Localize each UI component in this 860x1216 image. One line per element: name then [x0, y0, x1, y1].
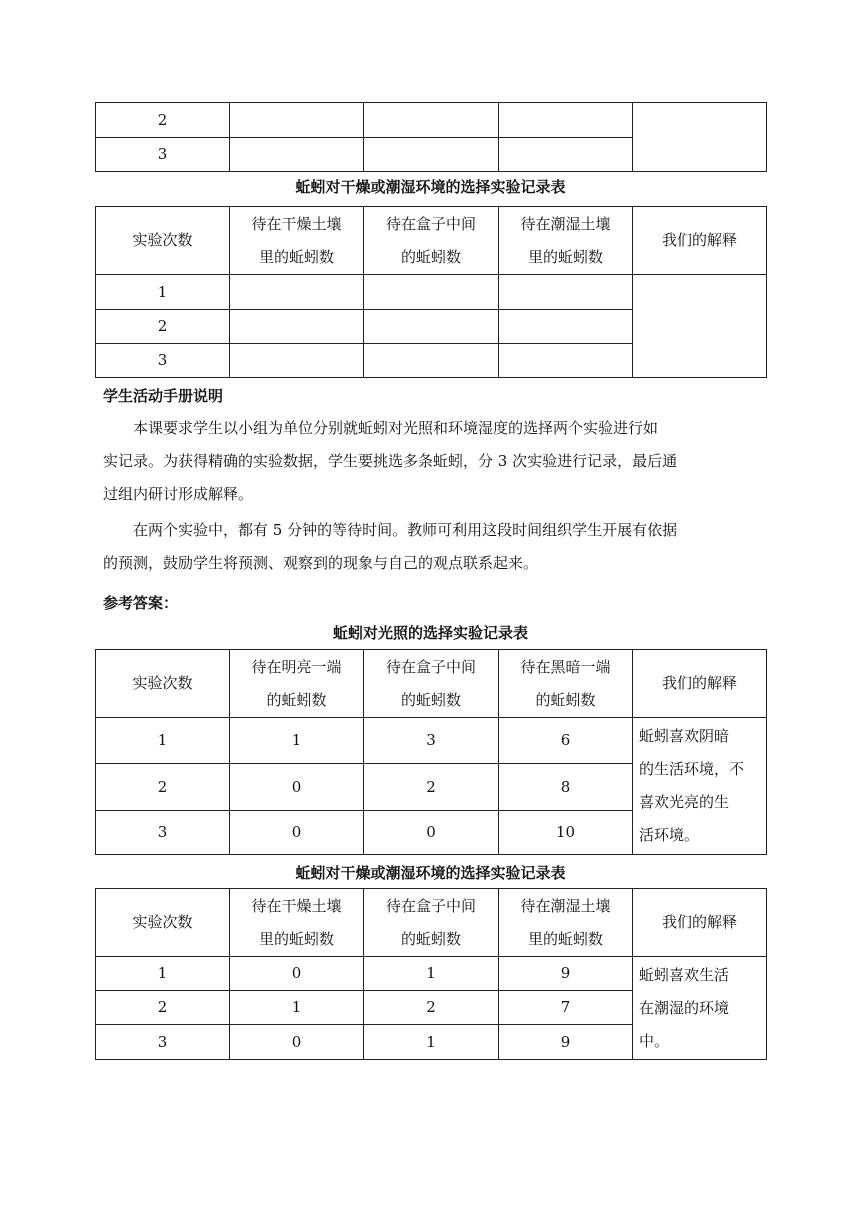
table-cell: 9 [499, 957, 633, 991]
light-table [95, 649, 767, 855]
notes-paragraph-2: 在两个实验中，都有 5 分钟的等待时间。教师可利用这段时间组织学生开展有依据 的预测，鼓励学生将预测、观察到的现象与自己的观点联系起来。 [103, 521, 678, 572]
table-header-row [96, 650, 767, 718]
table-caption: 蚯蚓对光照的选择实验记录表 [332, 624, 528, 642]
table-row [96, 103, 767, 138]
trial-number: 3 [96, 344, 230, 378]
table-cell: 1 [364, 1025, 499, 1060]
blank-moisture-table [95, 206, 767, 378]
table-cell [499, 138, 633, 172]
table-cell: 1 [230, 991, 364, 1025]
table-cell: 0 [230, 957, 364, 991]
trial-number: 1 [96, 275, 230, 310]
table-cell: 7 [499, 991, 633, 1025]
table-cell: 0 [364, 811, 499, 855]
explanation-cell [633, 103, 767, 172]
explanation-cell: 蚯蚓喜欢阴暗 的生活环境，不 喜欢光亮的生 活环境。 [633, 718, 767, 855]
table-cell [230, 138, 364, 172]
table-cell: 8 [499, 764, 633, 811]
trial-number: 3 [96, 1025, 230, 1060]
column-header: 待在明亮一端 的蚯蚓数 [230, 650, 364, 718]
column-header: 待在盒子中间 的蚯蚓数 [364, 650, 499, 718]
trial-number: 2 [96, 310, 230, 344]
table-row [96, 275, 767, 310]
table-cell [230, 103, 364, 138]
table-caption: 蚯蚓对干燥或潮湿环境的选择实验记录表 [295, 864, 566, 882]
table-cell: 0 [230, 764, 364, 811]
column-header: 我们的解释 [633, 889, 767, 957]
trial-number: 2 [96, 991, 230, 1025]
trial-number: 3 [96, 138, 230, 172]
column-header: 待在黑暗一端 的蚯蚓数 [499, 650, 633, 718]
table-row [96, 718, 767, 764]
top-table-fragment [95, 102, 767, 172]
table-row [96, 957, 767, 991]
column-header: 实验次数 [96, 650, 230, 718]
trial-number: 2 [96, 103, 230, 138]
trial-number: 3 [96, 811, 230, 855]
table-cell: 0 [230, 1025, 364, 1060]
column-header: 待在潮湿土壤 里的蚯蚓数 [499, 207, 633, 275]
table-cell: 1 [230, 718, 364, 764]
table-cell: 10 [499, 811, 633, 855]
trial-number: 2 [96, 764, 230, 811]
table-cell [364, 103, 499, 138]
table-cell [364, 138, 499, 172]
column-header: 待在潮湿土壤 里的蚯蚓数 [499, 889, 633, 957]
table-header-row [96, 889, 767, 957]
explanation-cell: 蚯蚓喜欢生活 在潮湿的环境 中。 [633, 957, 767, 1060]
column-header: 实验次数 [96, 889, 230, 957]
trial-number: 1 [96, 957, 230, 991]
table-cell: 6 [499, 718, 633, 764]
trial-number: 1 [96, 718, 230, 764]
column-header: 我们的解释 [633, 207, 767, 275]
column-header: 待在盒子中间 的蚯蚓数 [364, 889, 499, 957]
column-header: 我们的解释 [633, 650, 767, 718]
moisture-table [95, 888, 767, 1060]
table-cell: 2 [364, 991, 499, 1025]
table-cell: 9 [499, 1025, 633, 1060]
table-caption: 蚯蚓对干燥或潮湿环境的选择实验记录表 [295, 178, 566, 196]
column-header: 待在盒子中间 的蚯蚓数 [364, 207, 499, 275]
notes-paragraph-1: 本课要求学生以小组为单位分别就蚯蚓对光照和环境湿度的选择两个实验进行如 实记录。为获得精确的实验数据，学生要挑选多条蚯蚓，分 3 次实验进行记录，最后通 过组内研讨形成解释。 [103, 419, 678, 503]
table-cell: 1 [364, 957, 499, 991]
notes-heading: 学生活动手册说明 [103, 387, 224, 405]
table-header-row [96, 207, 767, 275]
column-header: 待在干燥土壤 里的蚯蚓数 [230, 207, 364, 275]
table-cell: 3 [364, 718, 499, 764]
column-header: 待在干燥土壤 里的蚯蚓数 [230, 889, 364, 957]
column-header: 实验次数 [96, 207, 230, 275]
answers-heading: 参考答案： [103, 594, 179, 612]
explanation-cell [633, 275, 767, 378]
table-cell: 0 [230, 811, 364, 855]
table-cell [499, 103, 633, 138]
table-cell: 2 [364, 764, 499, 811]
